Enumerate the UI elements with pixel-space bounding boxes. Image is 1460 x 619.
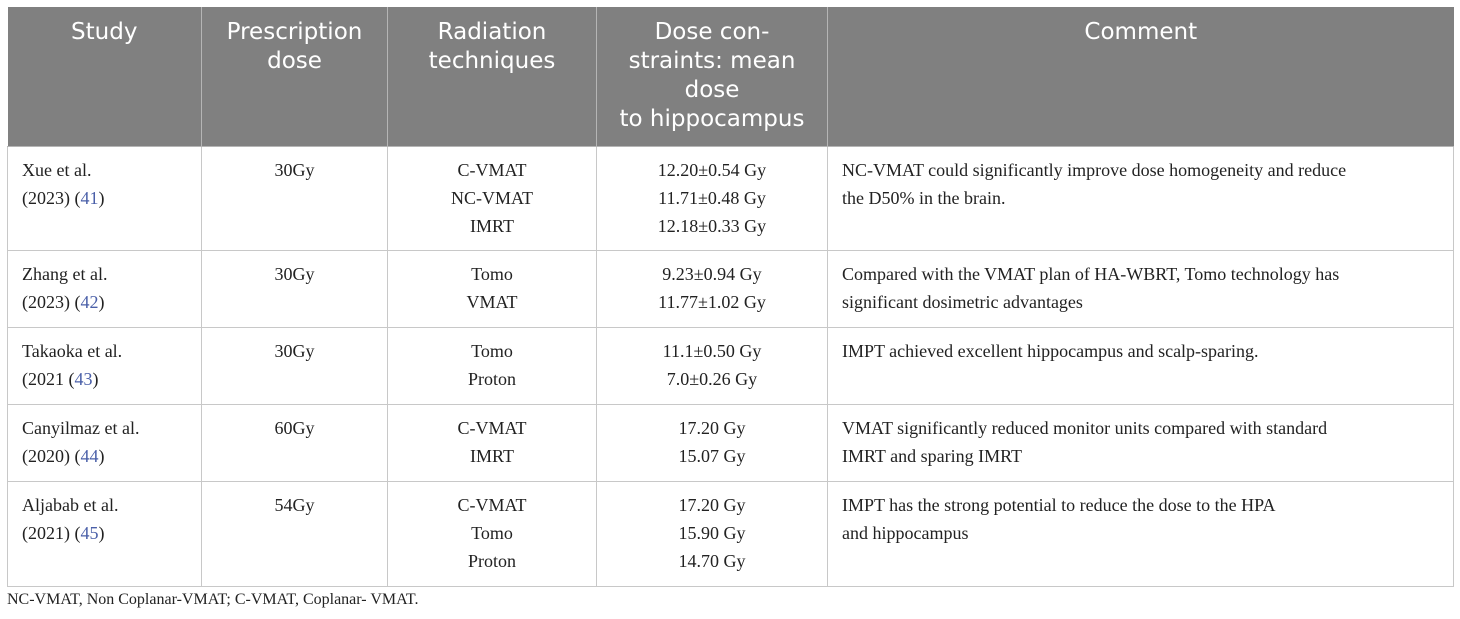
study-year: (2021 (43)	[22, 369, 99, 389]
reference-link[interactable]: 43	[74, 369, 93, 389]
technique: VMAT	[466, 292, 518, 312]
dose-value: 15.90 Gy	[678, 523, 746, 543]
table-row	[8, 328, 1454, 405]
dose-value: 15.07 Gy	[678, 446, 746, 466]
header-line: Radiation	[437, 19, 547, 45]
table-row	[8, 405, 1454, 482]
reference-link[interactable]: 44	[80, 446, 99, 466]
cell-doses	[597, 405, 828, 482]
prescription-value: 30Gy	[274, 341, 315, 361]
cell-doses	[597, 251, 828, 328]
dose-value: 7.0±0.26 Gy	[666, 369, 758, 389]
study-name: Xue et al.	[22, 160, 92, 180]
cell-techniques	[388, 147, 597, 251]
table-row	[8, 251, 1454, 328]
header-line: techniques	[428, 48, 556, 74]
header-prescription	[202, 7, 388, 147]
cell-study	[8, 147, 202, 251]
technique: C-VMAT	[457, 418, 527, 438]
header-radiation	[388, 7, 597, 147]
study-name: Aljabab et al.	[22, 495, 119, 515]
technique: Proton	[467, 551, 516, 571]
header-line: dose	[267, 48, 322, 74]
technique: C-VMAT	[457, 495, 527, 515]
cell-comment	[828, 405, 1454, 482]
prescription-value: 54Gy	[274, 495, 315, 515]
dose-value: 11.71±0.48 Gy	[658, 188, 766, 208]
comment-line: the D50% in the brain.	[842, 188, 1006, 208]
cell-prescription	[202, 147, 388, 251]
prescription-value: 30Gy	[274, 160, 315, 180]
cell-doses	[597, 482, 828, 587]
cell-comment	[828, 328, 1454, 405]
technique: Proton	[467, 369, 516, 389]
dose-value: 11.1±0.50 Gy	[662, 341, 762, 361]
cell-comment	[828, 147, 1454, 251]
dose-value: 12.20±0.54 Gy	[657, 160, 767, 180]
header-dose	[597, 7, 828, 147]
header-comment	[828, 7, 1454, 147]
table-row	[8, 482, 1454, 587]
reference-link[interactable]: 42	[80, 292, 99, 312]
prescription-value: 30Gy	[274, 264, 315, 284]
header-row	[8, 7, 1454, 147]
cell-techniques	[388, 405, 597, 482]
cell-techniques	[388, 328, 597, 405]
comment-line: IMPT achieved excellent hippocampus and scalp-sparing.	[842, 341, 1259, 361]
technique: Tomo	[471, 341, 513, 361]
cell-prescription	[202, 251, 388, 328]
table-footnote: NC-VMAT, Non Coplanar-VMAT; C-VMAT, Coplanar- VMAT.	[7, 591, 419, 608]
comment-line: IMPT has the strong potential to reduce the dose to the HPA	[842, 495, 1276, 515]
comment-line: IMRT and sparing IMRT	[842, 446, 1022, 466]
header-line: dose	[684, 77, 740, 103]
study-year: (2021) (45)	[22, 523, 105, 543]
comment-line: and hippocampus	[842, 523, 969, 543]
cell-comment	[828, 482, 1454, 587]
header-study	[8, 7, 202, 147]
table-container	[7, 7, 1453, 587]
dose-value: 12.18±0.33 Gy	[657, 216, 767, 236]
header-study-label: Study	[71, 19, 138, 45]
cell-doses	[597, 147, 828, 251]
reference-link[interactable]: 41	[80, 188, 99, 208]
cell-prescription	[202, 405, 388, 482]
dose-value: 14.70 Gy	[678, 551, 746, 571]
dose-value: 9.23±0.94 Gy	[662, 264, 762, 284]
technique: Tomo	[471, 264, 513, 284]
header-comment-label: Comment	[1084, 19, 1198, 45]
technique: C-VMAT	[457, 160, 527, 180]
study-name: Canyilmaz et al.	[22, 418, 140, 438]
study-year: (2023) (41)	[22, 188, 105, 208]
study-year: (2023) (42)	[22, 292, 105, 312]
dose-value: 17.20 Gy	[678, 495, 746, 515]
cell-doses	[597, 328, 828, 405]
study-table	[7, 7, 1454, 587]
dose-value: 17.20 Gy	[678, 418, 746, 438]
header-line: straints: mean	[628, 48, 796, 74]
table-row	[8, 147, 1454, 251]
comment-line: VMAT significantly reduced monitor units compared with standard	[842, 418, 1328, 438]
comment-line: Compared with the VMAT plan of HA-WBRT, Tomo technology has	[842, 264, 1340, 284]
header-line: to hippocampus	[619, 106, 805, 132]
cell-prescription	[202, 328, 388, 405]
reference-link[interactable]: 45	[80, 523, 99, 543]
dose-value: 11.77±1.02 Gy	[658, 292, 766, 312]
technique: Tomo	[471, 523, 513, 543]
technique: IMRT	[470, 446, 514, 466]
study-year: (2020) (44)	[22, 446, 105, 466]
header-line: Prescription	[226, 19, 363, 45]
cell-comment	[828, 251, 1454, 328]
technique: NC-VMAT	[450, 188, 533, 208]
header-line: Dose con-	[654, 19, 770, 45]
comment-line: NC-VMAT could significantly improve dose homogeneity and reduce	[842, 160, 1347, 180]
study-name: Zhang et al.	[22, 264, 108, 284]
cell-techniques	[388, 482, 597, 587]
technique: IMRT	[470, 216, 514, 236]
cell-study	[8, 251, 202, 328]
prescription-value: 60Gy	[274, 418, 315, 438]
comment-line: significant dosimetric advantages	[842, 292, 1083, 312]
cell-study	[8, 482, 202, 587]
cell-techniques	[388, 251, 597, 328]
cell-prescription	[202, 482, 388, 587]
cell-study	[8, 405, 202, 482]
study-name: Takaoka et al.	[22, 341, 123, 361]
cell-study	[8, 328, 202, 405]
